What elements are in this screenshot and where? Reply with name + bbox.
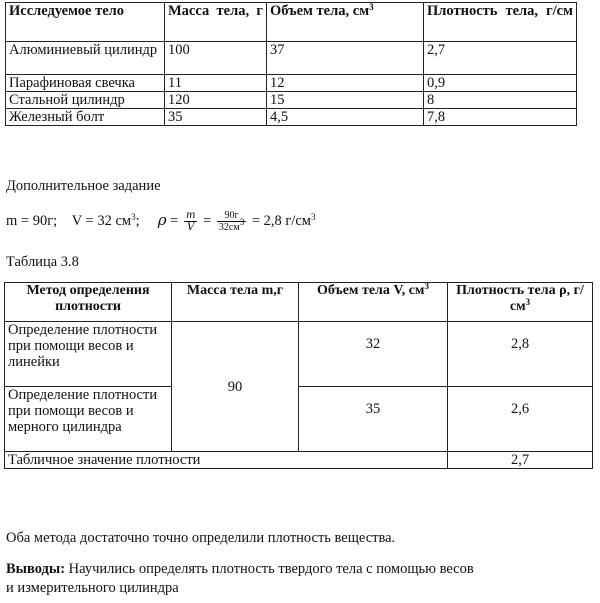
t2-method-1: Определение плотности при помощи весов и линейки xyxy=(5,322,172,387)
t2-density-1: 2,8 xyxy=(448,322,593,387)
t1-cell: 2,7 xyxy=(424,42,577,75)
t1-cell: 7,8 xyxy=(424,109,577,126)
equals-sign: = xyxy=(170,213,179,229)
t1-cell: Стальной цилиндр xyxy=(6,92,165,109)
t1-header-volume: Объем тела, $см^3$ xyxy=(267,3,424,42)
rho-symbol: ρ xyxy=(157,211,167,229)
t1-cell: 120 xyxy=(165,92,267,109)
t2-header-mass: Масса тела m,г xyxy=(172,283,299,322)
t1-header-mass: Масса тела, г xyxy=(165,3,267,42)
fraction-values: $\frac{90г}{32см^3}$ xyxy=(218,210,245,234)
t2-volume-1: 32 xyxy=(299,322,448,387)
table-row xyxy=(6,75,577,92)
t1-header-density: Плотность тела, г/см xyxy=(424,3,577,42)
findings-line-1: Научились определять плотность твердого тела с помощью весов xyxy=(68,561,474,577)
t2-method-2: Определение плотности при помощи весов и мерного цилиндра xyxy=(5,387,172,452)
conclusion-text: Оба метода достаточно точно определили плотность вещества. xyxy=(6,530,396,546)
table-row xyxy=(5,387,593,452)
t1-cell: 8 xyxy=(424,92,577,109)
t1-cell: Парафиновая свечка xyxy=(6,75,165,92)
equals-sign: = xyxy=(203,213,212,229)
t1-cell: 4,5 xyxy=(267,109,424,126)
table-row xyxy=(6,92,577,109)
given-mass: m = 90г; xyxy=(6,213,58,229)
t2-volume-2: 35 xyxy=(299,387,448,452)
formula-result: = 2,8 г/см xyxy=(251,213,311,229)
t2-header-density: Плотность тела ρ, $г/см^3$ xyxy=(448,283,593,322)
findings-line-2: и измерительного цилиндра xyxy=(6,580,179,596)
table-row xyxy=(5,322,593,387)
t1-cell: 0,9 xyxy=(424,75,577,92)
t1-cell: Железный болт xyxy=(6,109,165,126)
t1-cell: 35 xyxy=(165,109,267,126)
given-volume: V = 32 см xyxy=(71,213,132,229)
t1-header-body: Исследуемое тело xyxy=(6,3,165,42)
table-row xyxy=(5,452,593,469)
table-row xyxy=(6,109,577,126)
formula-line: m = 90г; V = 32 $см^3$; ρ = $\frac{m}{V}$ = $\frac{90г}{32см^3}$ = 2,8 $г/см^3$ xyxy=(6,210,316,234)
t1-cell: 37 xyxy=(267,42,424,75)
fraction-m-over-v: $\frac{m}{V}$ xyxy=(185,210,196,234)
t2-tabular-value: 2,7 xyxy=(448,452,593,469)
t1-cell: 12 xyxy=(267,75,424,92)
findings xyxy=(6,560,474,598)
t1-cell: 11 xyxy=(165,75,267,92)
t1-cell: 100 xyxy=(165,42,267,75)
findings-label: Выводы: xyxy=(6,561,66,577)
t2-header-volume: Объем тела V, $см^3$ xyxy=(299,283,448,322)
table-1 xyxy=(5,2,577,126)
t2-mass: 90 xyxy=(172,322,299,452)
t1-cell: 15 xyxy=(267,92,424,109)
table-caption: Таблица 3.8 xyxy=(6,254,79,270)
t2-header-method: Метод определения плотности xyxy=(5,283,172,322)
t1-cell: Алюминиевый цилиндр xyxy=(6,42,165,75)
t2-density-2: 2,6 xyxy=(448,387,593,452)
extra-heading: Дополнительное задание xyxy=(6,178,161,194)
table-2 xyxy=(4,282,593,469)
t2-tabular-label: Табличное значение плотности xyxy=(5,452,448,469)
table-row xyxy=(6,42,577,75)
